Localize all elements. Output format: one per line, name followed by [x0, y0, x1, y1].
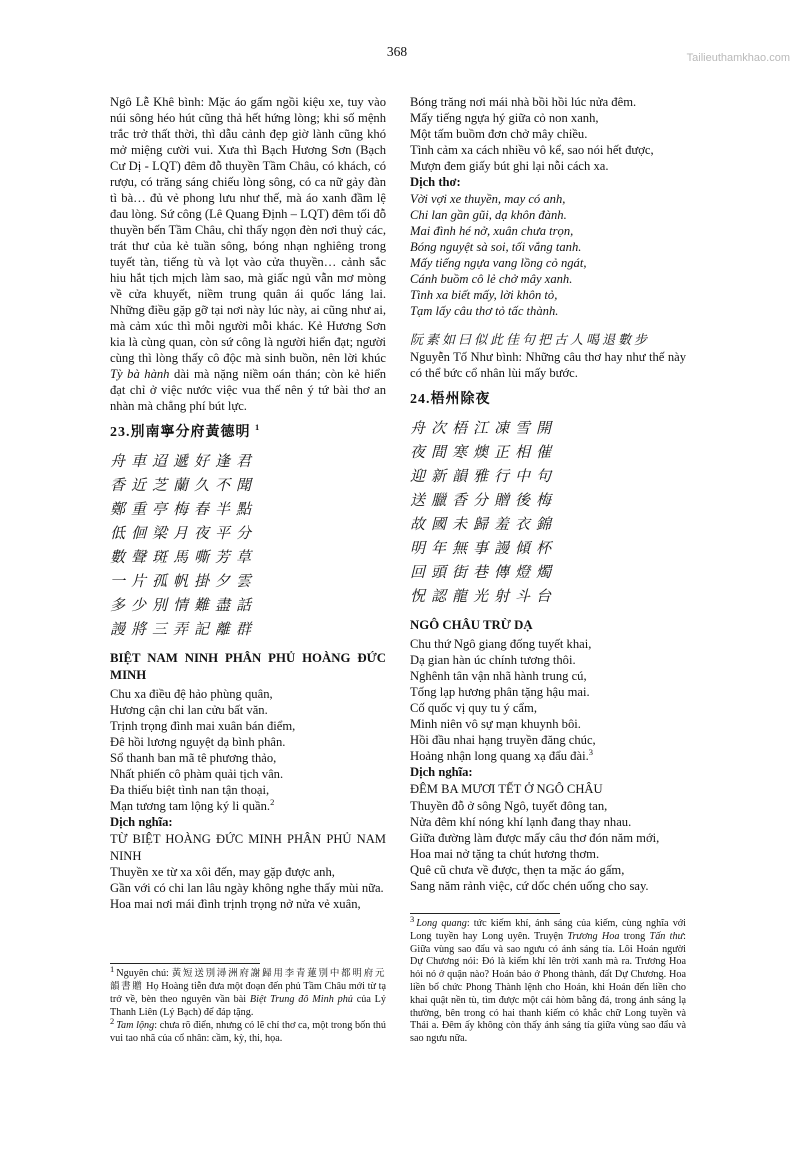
dich-tho-line: Mai đình hé nở, xuân chưa trọn, — [410, 224, 574, 238]
dich-tho-poem — [410, 191, 686, 319]
footnote-ref-1: 1 — [255, 422, 260, 433]
footnote-1-text-2: của Lý Thanh Liên (Lý Bạch) để đáp tặng. — [110, 993, 386, 1018]
dich-nghia-line: Giữa đường làm được mấy câu thơ đón năm mới, — [410, 830, 660, 845]
footnote-2-text: : chưa rõ điển, nhưng có lẽ chỉ thơ ca, một trong bốn thú vui tao nhã của cổ nhân: cầm, kỳ, thi, họa. — [110, 1020, 386, 1045]
footnote-ref-2: 2 — [270, 796, 275, 807]
dich-nghia-label-23: Dịch nghĩa: — [110, 815, 173, 829]
section-23-transliteration — [110, 686, 386, 798]
transliteration-line: Đê hồi lương nguyệt dạ bình phân. — [110, 735, 286, 749]
nguyen-to-nhu-comment: Nguyễn Tố Như bình: Những câu thơ hay như thế này có thể bức cổ nhân lùi mấy bước. — [410, 350, 686, 380]
footnote-separator — [110, 963, 260, 964]
dich-nghia-title-24: ĐÊM BA MƯƠI TẾT Ở NGÔ CHÂU — [410, 782, 603, 796]
chinese-poem-line: 回頭街巷傳燈燭 — [410, 565, 558, 581]
page-number: 368 — [386, 44, 408, 59]
dich-nghia-continuation — [410, 94, 686, 174]
footnote-3-book: Tấn thư — [649, 930, 684, 942]
section-23-heading — [110, 424, 386, 442]
dich-tho-line: Tạm lấy câu thơ tỏ tấc thành. — [410, 304, 559, 318]
dich-tho-line: Vời vợi xe thuyền, may có anh, — [410, 192, 566, 206]
footnotes-left — [110, 959, 386, 1046]
two-column-layout — [110, 94, 686, 1046]
dich-nghia-line: Tình cảm xa cách nhiều vô kể, sao nói hết được, — [410, 143, 654, 157]
footnote-1-lead: Nguyên chú: — [116, 968, 172, 980]
dich-tho-line: Bóng nguyệt sà soi, tối vắng tanh. — [410, 240, 582, 254]
dich-nghia-line: Hoa mai nơi mái đình trịnh trọng nở nửa vẻ xuân, — [110, 897, 361, 911]
chinese-poem-line: 低佪梁月夜平分 — [110, 526, 258, 542]
dich-nghia-line: Bóng trăng nơi mái nhà bồi hồi lúc nửa đêm. — [410, 95, 637, 109]
transliteration-line: Đa thiếu biệt tình nan tận thoại, — [110, 783, 270, 797]
transliteration-line: Cố quốc vị quy tu ý cẩm, — [410, 701, 537, 715]
dich-nghia-line: Mượn đem giấy bút ghi lại nỗi cách xa. — [410, 159, 609, 173]
footnote-separator — [410, 913, 560, 914]
footnote-ref-3: 3 — [588, 746, 593, 757]
dich-nghia-title-23: TỪ BIỆT HOÀNG ĐỨC MINH PHÂN PHỦ NAM NINH — [110, 832, 386, 863]
dich-tho-label: Dịch thơ: — [410, 175, 461, 189]
chinese-poem-line: 香近芝蘭久不聞 — [110, 478, 258, 494]
chinese-poem-line: 數聲斑馬嘶芳草 — [110, 550, 258, 566]
footnote-3-person: Trương Hoa — [567, 930, 620, 942]
transliteration-line: Minh niên vô sự mạn khuynh bôi. — [410, 717, 581, 731]
dich-nghia-line: Sang năm rảnh việc, cứ dốc chén uống cho say. — [410, 878, 649, 893]
transliteration-line: Chu xa điều đệ hảo phùng quân, — [110, 687, 273, 701]
transliteration-line: Chu thứ Ngô giang đống tuyết khai, — [410, 637, 592, 651]
transliteration-line: Nhất phiến cô phàm quải tịch vân. — [110, 767, 284, 781]
dich-nghia-lines-24 — [410, 798, 686, 894]
chinese-poem-line: 謾將三弄記離群 — [110, 622, 258, 638]
dich-nghia-line: Quê cũ chưa về được, thẹn ta mặc áo gấm, — [410, 862, 625, 877]
footnote-2-ref: 2 — [110, 1016, 115, 1027]
footnote-3-text-2: trong — [619, 930, 650, 942]
section-23-title-vi: BIỆT NAM NINH PHÂN PHỦ HOÀNG ĐỨC MINH — [110, 651, 386, 682]
footnote-1-work-title: Biệt Trung đô Minh phủ — [249, 993, 353, 1005]
transliteration-line: Sổ thanh ban mã tê phương thảo, — [110, 751, 277, 765]
section-24-chinese-poem — [410, 417, 686, 609]
dich-nghia-line: Thuyền xe từ xa xôi đến, may gặp được anh, — [110, 865, 335, 879]
section-24-title-vi: NGÔ CHÂU TRỪ DẠ — [410, 618, 533, 632]
dich-nghia-line: Mấy tiếng ngựa hý giữa cỏ non xanh, — [410, 111, 599, 125]
chinese-poem-line: 迎新韻雅行中句 — [410, 469, 558, 485]
dich-nghia-line: Gần với có chi lan lâu ngày không nghe thấy mùi nữa. — [110, 881, 384, 895]
commentary-work-title: Tỳ bà hành — [110, 367, 170, 381]
transliteration-line: Dạ gian hàn úc chính tương thôi. — [410, 653, 576, 667]
dich-tho-line: Tình xa biết mấy, lời khôn tỏ, — [410, 288, 558, 302]
dich-nghia-line: Thuyền đỗ ở sông Ngô, tuyết đông tan, — [410, 798, 608, 813]
chinese-poem-line: 舟車迢遞好逢君 — [110, 454, 258, 470]
chinese-poem-line: 多少別情難盡話 — [110, 598, 258, 614]
chinese-poem-line: 明年無事謾傾杯 — [410, 541, 558, 557]
chinese-poem-line: 鄭重亭梅春半點 — [110, 502, 258, 518]
dich-nghia-lines-23 — [110, 864, 386, 912]
right-column — [410, 94, 686, 1046]
footnote-3 — [410, 913, 686, 1046]
footnote-3-text-3: : Giữa vùng sao đẩu và sao ngưu có ánh sáng tía. Lôi Hoán người Dự Chương nói: Đó là kiếm khí lên trời xanh mà ra. Trương Hoa hỏi nó ở quận nào? Hoán bảo ở Phong thành, đất Dự Chương. Hoa liền bổ chức Phong Thành lệnh cho Hoán, khi Hoán đến liền cho khai quật nền tù, tìm được một cái hòm bằng đá, trong ánh sáng lạ thường, bên trong có hai thanh kiếm có khắc chữ Long tuyền và Thái a. Đêm ấy không còn thấy ánh sáng tía giữa vùng sao đẩu và sao ngưu nữa. — [410, 930, 686, 1045]
section-23-heading-text: 23.別南寧分府黃德明 — [110, 425, 251, 440]
nguyen-to-nhu-chinese: 阮素如曰似此佳句把古人喝退數步 — [410, 332, 651, 347]
footnote-2-term: Tam lộng — [116, 1020, 155, 1032]
site-watermark: Tailieuthamkhao.com — [686, 52, 790, 64]
footnote-3-ref: 3 — [410, 913, 415, 924]
chinese-poem-line: 一片孤帆掛夕雲 — [110, 574, 258, 590]
section-23-chinese-poem — [110, 450, 386, 642]
dich-tho-line: Mấy tiếng ngựa vang lồng cỏ ngát, — [410, 256, 587, 270]
dich-nghia-line: Một tấm buồm đơn chở mây chiều. — [410, 127, 588, 141]
transliteration-line: Trịnh trọng đình mai xuân bán điểm, — [110, 719, 296, 733]
dich-nghia-line: Hoa mai nở tặng ta chút hương thơm. — [410, 846, 600, 861]
dich-tho-line: Cánh buồm cô lẻ chở mây xanh. — [410, 272, 573, 286]
dich-nghia-line: Nửa đêm khí nóng khí lạnh đang thay nhau. — [410, 814, 632, 829]
commentary-part-2: dài mà nặng niềm oán thán; còn kẻ hiển đạt chỉ ở việc nước việc vua thế nên ý tứ bài thơ an nhàn mà chẳng phí bút lực. — [110, 367, 386, 413]
commentary-paragraph — [110, 94, 386, 414]
commentary-part-1: Ngô Lễ Khê bình: Mặc áo gấm ngồi kiệu xe, tuy vào núi sông héo hút cũng thả hết hứng lòng; khi số mệnh trắc trở thất thời, thì dẫu cảnh đẹp giờ lành cũng khó mở miệng cười vui. Xưa thì Bạch Hương Sơn (Bạch Cư Dị - LQT) đêm đỗ thuyền Tầm Châu, có khách, có rượu, có trăng sáng chiếu lòng sông, có ca nữ gảy đàn tì bà… đủ vẻ phong lưu như thế, mà áo xanh đầm lệ đau lòng. Sứ công (Lê Quang Định – LQT) đêm tối đỗ thuyền bến Tầm Châu, chỉ thấy ngọn đèn nơi thuỷ các, trát thư của kẻ tuần sông, bóng nhạn nghiêng trong tuyết tàn, tiếng tù và lọt vào cửa thuyền… cảnh sắc hiu hắt tịch mịch làm sao, mà giấc ngủ vẫn mơ mòng về cửa khuyết, niềm trung quân ái quốc láng lai. Những điều gặp gỡ tại nơi này lúc này, ai cũng như ai, mà cảm xúc thì mỗi người mỗi khác. Kẻ Hương Sơn kia là cùng quan, còn sứ công là người hiển đạt; người cùng thì lòng thấy cô độc mà sinh buồn, nên lời khúc — [110, 95, 386, 365]
chinese-poem-line: 舟次梧江凍雪開 — [410, 421, 558, 437]
chinese-poem-line: 送臘香分贈後梅 — [410, 493, 558, 509]
transliteration-last-text: Mạn tương tam lộng ký li quần. — [110, 799, 271, 813]
section-24-transliteration — [410, 636, 686, 748]
footnote-1-ref: 1 — [110, 963, 115, 974]
transliteration-last-text: Hoảng nhận long quang xạ đẩu đài. — [410, 749, 589, 763]
chinese-poem-line: 夜間寒燠正相催 — [410, 445, 558, 461]
transliteration-line: Hương cận chi lan cửu bất văn. — [110, 703, 268, 717]
footnote-3-term: Long quang — [416, 918, 467, 930]
footnote-3-text-1: : tức kiếm khí, ánh sáng của kiếm, cùng nghĩa với Long tuyền hay Long uyên. Truyện — [410, 918, 686, 942]
chinese-poem-line: 怳認龍光射斗台 — [410, 589, 558, 605]
transliteration-line: Hồi đầu nhai hạng truyền đăng chúc, — [410, 733, 596, 747]
footnote-1-text-1: Họ Hoàng tiễn đưa một đoạn đến phủ Tầm Châu mới từ tạ trở về, bèn theo nguyên vần bài — [110, 981, 386, 1005]
transliteration-last-line — [410, 748, 686, 764]
transliteration-last-line — [110, 798, 386, 814]
footnote-2 — [110, 1016, 386, 1046]
footnotes-right — [410, 909, 686, 1046]
footnote-1 — [110, 963, 386, 1019]
left-column — [110, 94, 386, 1046]
transliteration-line: Tống lạp hương phân tặng hậu mai. — [410, 685, 590, 699]
chinese-poem-line: 故國未歸羞衣錦 — [410, 517, 558, 533]
transliteration-line: Nghênh tân vận nhã hành trung cú, — [410, 669, 587, 683]
dich-nghia-label-24: Dịch nghĩa: — [410, 765, 473, 779]
dich-tho-line: Chi lan gần gũi, dạ khôn đành. — [410, 208, 567, 222]
section-24-heading: 24.梧州除夜 — [410, 392, 491, 407]
footnote-1-chinese: 黃短送別潯洲府謝歸用李青蓮別中都明府元韻書贈 — [110, 969, 386, 993]
